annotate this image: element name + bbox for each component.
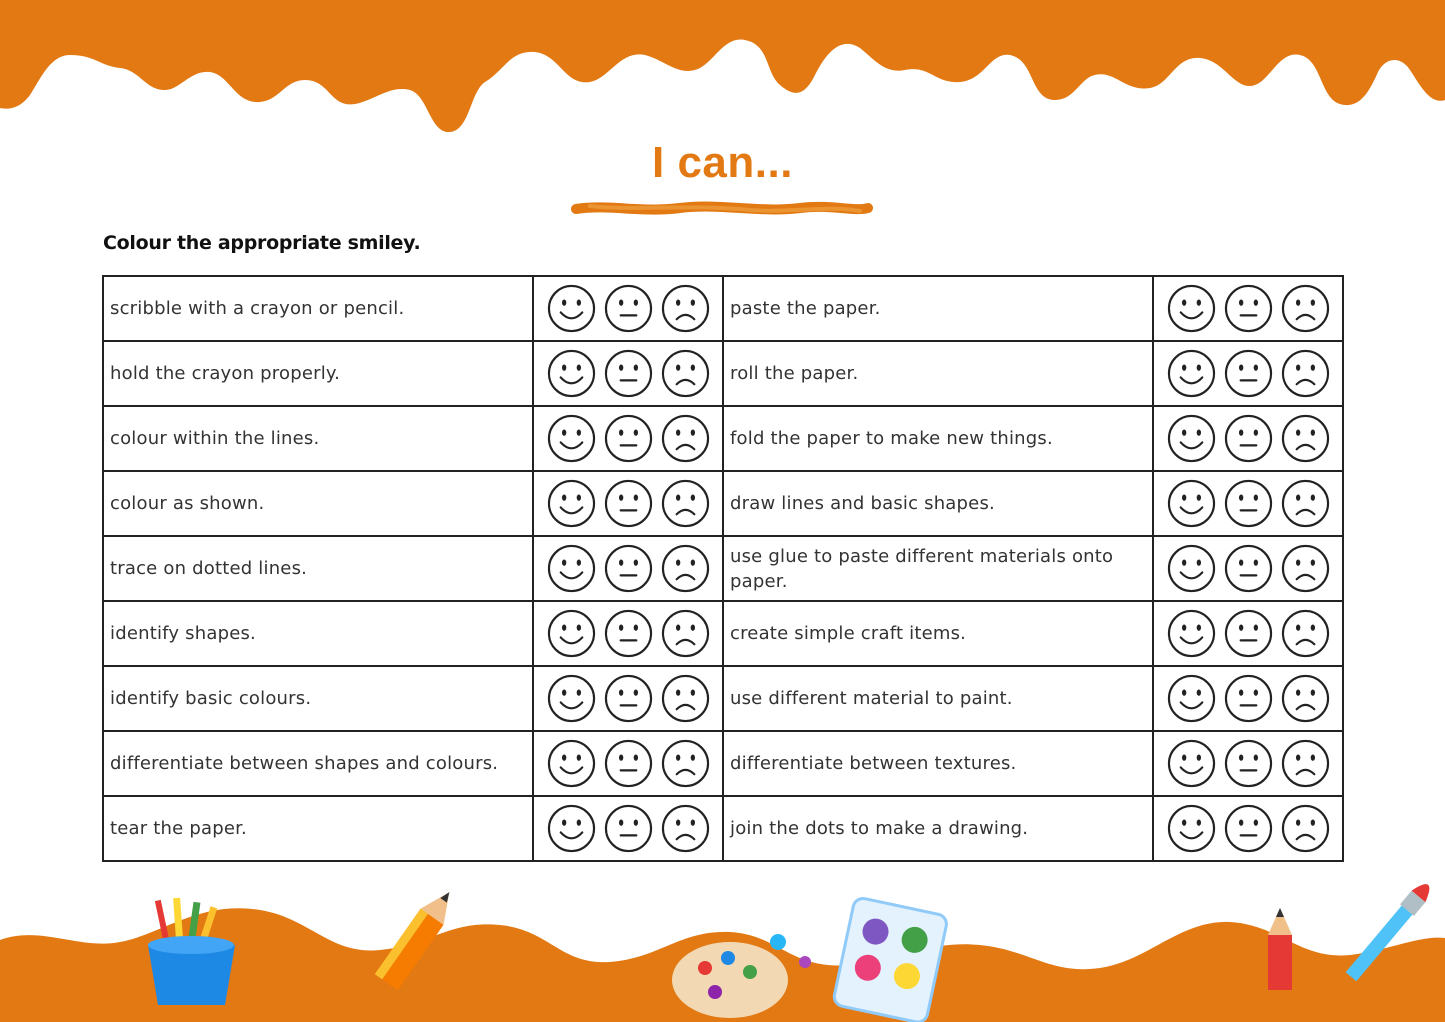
neutral-face-icon[interactable] — [1224, 804, 1273, 853]
skill-cell-left: colour as shown. — [103, 471, 533, 536]
smiley-group — [1154, 284, 1342, 333]
smiley-group — [534, 544, 722, 593]
happy-face-icon[interactable] — [1167, 414, 1216, 463]
happy-face-icon[interactable] — [1167, 674, 1216, 723]
skill-cell-right: fold the paper to make new things. — [723, 406, 1153, 471]
smiley-choice-cell — [1153, 731, 1343, 796]
smiley-choice-cell — [1153, 471, 1343, 536]
smiley-choice-cell — [1153, 601, 1343, 666]
neutral-face-icon[interactable] — [604, 479, 653, 528]
happy-face-icon[interactable] — [547, 739, 596, 788]
neutral-face-icon[interactable] — [1224, 414, 1273, 463]
happy-face-icon[interactable] — [547, 609, 596, 658]
table-row — [103, 341, 1343, 406]
neutral-face-icon[interactable] — [1224, 609, 1273, 658]
smiley-group — [1154, 544, 1342, 593]
smiley-group — [534, 414, 722, 463]
table-row — [103, 536, 1343, 601]
sad-face-icon[interactable] — [1281, 349, 1330, 398]
top-drip-decoration — [0, 0, 1445, 140]
smiley-group — [1154, 804, 1342, 853]
happy-face-icon[interactable] — [547, 804, 596, 853]
table-row — [103, 276, 1343, 341]
smiley-choice-cell — [533, 731, 723, 796]
neutral-face-icon[interactable] — [1224, 544, 1273, 593]
table-row — [103, 731, 1343, 796]
happy-face-icon[interactable] — [1167, 739, 1216, 788]
sad-face-icon[interactable] — [1281, 804, 1330, 853]
self-assessment-table — [102, 275, 1344, 862]
smiley-choice-cell — [1153, 536, 1343, 601]
neutral-face-icon[interactable] — [1224, 349, 1273, 398]
sad-face-icon[interactable] — [661, 349, 710, 398]
sad-face-icon[interactable] — [1281, 674, 1330, 723]
neutral-face-icon[interactable] — [604, 674, 653, 723]
neutral-face-icon[interactable] — [1224, 284, 1273, 333]
skill-cell-left: scribble with a crayon or pencil. — [103, 276, 533, 341]
skill-cell-right: roll the paper. — [723, 341, 1153, 406]
skill-cell-left: hold the crayon properly. — [103, 341, 533, 406]
smiley-choice-cell — [533, 536, 723, 601]
happy-face-icon[interactable] — [547, 414, 596, 463]
table-row — [103, 666, 1343, 731]
smiley-choice-cell — [1153, 276, 1343, 341]
sad-face-icon[interactable] — [1281, 284, 1330, 333]
smiley-group — [534, 479, 722, 528]
skill-cell-left: differentiate between shapes and colours. — [103, 731, 533, 796]
smiley-choice-cell — [533, 406, 723, 471]
sad-face-icon[interactable] — [661, 609, 710, 658]
skill-cell-left: trace on dotted lines. — [103, 536, 533, 601]
sad-face-icon[interactable] — [661, 479, 710, 528]
neutral-face-icon[interactable] — [1224, 739, 1273, 788]
smiley-choice-cell — [533, 341, 723, 406]
red-pencil-icon — [1268, 908, 1292, 990]
sad-face-icon[interactable] — [1281, 544, 1330, 593]
smiley-choice-cell — [533, 666, 723, 731]
sad-face-icon[interactable] — [661, 739, 710, 788]
happy-face-icon[interactable] — [1167, 544, 1216, 593]
smiley-group — [534, 349, 722, 398]
neutral-face-icon[interactable] — [604, 739, 653, 788]
happy-face-icon[interactable] — [1167, 284, 1216, 333]
smiley-choice-cell — [1153, 406, 1343, 471]
sad-face-icon[interactable] — [1281, 414, 1330, 463]
skill-cell-left: identify shapes. — [103, 601, 533, 666]
page-title: I can... — [652, 138, 793, 187]
sad-face-icon[interactable] — [661, 804, 710, 853]
sad-face-icon[interactable] — [1281, 479, 1330, 528]
happy-face-icon[interactable] — [1167, 804, 1216, 853]
instruction-text: Colour the appropriate smiley. — [103, 232, 421, 254]
neutral-face-icon[interactable] — [604, 804, 653, 853]
neutral-face-icon[interactable] — [604, 349, 653, 398]
smiley-group — [1154, 609, 1342, 658]
skill-cell-right: paste the paper. — [723, 276, 1153, 341]
sad-face-icon[interactable] — [661, 284, 710, 333]
smiley-group — [534, 739, 722, 788]
happy-face-icon[interactable] — [547, 544, 596, 593]
smiley-choice-cell — [533, 601, 723, 666]
happy-face-icon[interactable] — [1167, 609, 1216, 658]
bottom-wave-decoration — [0, 880, 1445, 1022]
sad-face-icon[interactable] — [661, 674, 710, 723]
title-underline-decoration — [570, 200, 874, 218]
smiley-group — [534, 804, 722, 853]
smiley-group — [1154, 479, 1342, 528]
table-row — [103, 601, 1343, 666]
table-row — [103, 471, 1343, 536]
smiley-choice-cell — [533, 796, 723, 861]
smiley-group — [534, 609, 722, 658]
skill-cell-left: identify basic colours. — [103, 666, 533, 731]
smiley-group — [1154, 739, 1342, 788]
smiley-choice-cell — [1153, 796, 1343, 861]
sad-face-icon[interactable] — [661, 414, 710, 463]
happy-face-icon[interactable] — [1167, 349, 1216, 398]
sad-face-icon[interactable] — [1281, 739, 1330, 788]
sad-face-icon[interactable] — [1281, 609, 1330, 658]
skill-cell-right: draw lines and basic shapes. — [723, 471, 1153, 536]
skill-cell-right: join the dots to make a drawing. — [723, 796, 1153, 861]
table-row — [103, 796, 1343, 861]
neutral-face-icon[interactable] — [1224, 674, 1273, 723]
smiley-group — [1154, 674, 1342, 723]
table-row — [103, 406, 1343, 471]
skill-cell-right: differentiate between textures. — [723, 731, 1153, 796]
smiley-group — [534, 284, 722, 333]
neutral-face-icon[interactable] — [604, 544, 653, 593]
skill-cell-right: create simple craft items. — [723, 601, 1153, 666]
smiley-choice-cell — [1153, 666, 1343, 731]
smiley-choice-cell — [1153, 341, 1343, 406]
sad-face-icon[interactable] — [661, 544, 710, 593]
neutral-face-icon[interactable] — [604, 284, 653, 333]
smiley-group — [1154, 414, 1342, 463]
skill-cell-left: colour within the lines. — [103, 406, 533, 471]
happy-face-icon[interactable] — [1167, 479, 1216, 528]
happy-face-icon[interactable] — [547, 674, 596, 723]
skill-cell-right: use different material to paint. — [723, 666, 1153, 731]
smiley-group — [534, 674, 722, 723]
smiley-choice-cell — [533, 471, 723, 536]
happy-face-icon[interactable] — [547, 349, 596, 398]
smiley-choice-cell — [533, 276, 723, 341]
skill-cell-right: use glue to paste different materials onto paper. — [723, 536, 1153, 601]
watercolor-box-icon — [832, 897, 948, 1022]
neutral-face-icon[interactable] — [604, 414, 653, 463]
neutral-face-icon[interactable] — [604, 609, 653, 658]
smiley-group — [1154, 349, 1342, 398]
happy-face-icon[interactable] — [547, 479, 596, 528]
neutral-face-icon[interactable] — [1224, 479, 1273, 528]
happy-face-icon[interactable] — [547, 284, 596, 333]
skill-cell-left: tear the paper. — [103, 796, 533, 861]
